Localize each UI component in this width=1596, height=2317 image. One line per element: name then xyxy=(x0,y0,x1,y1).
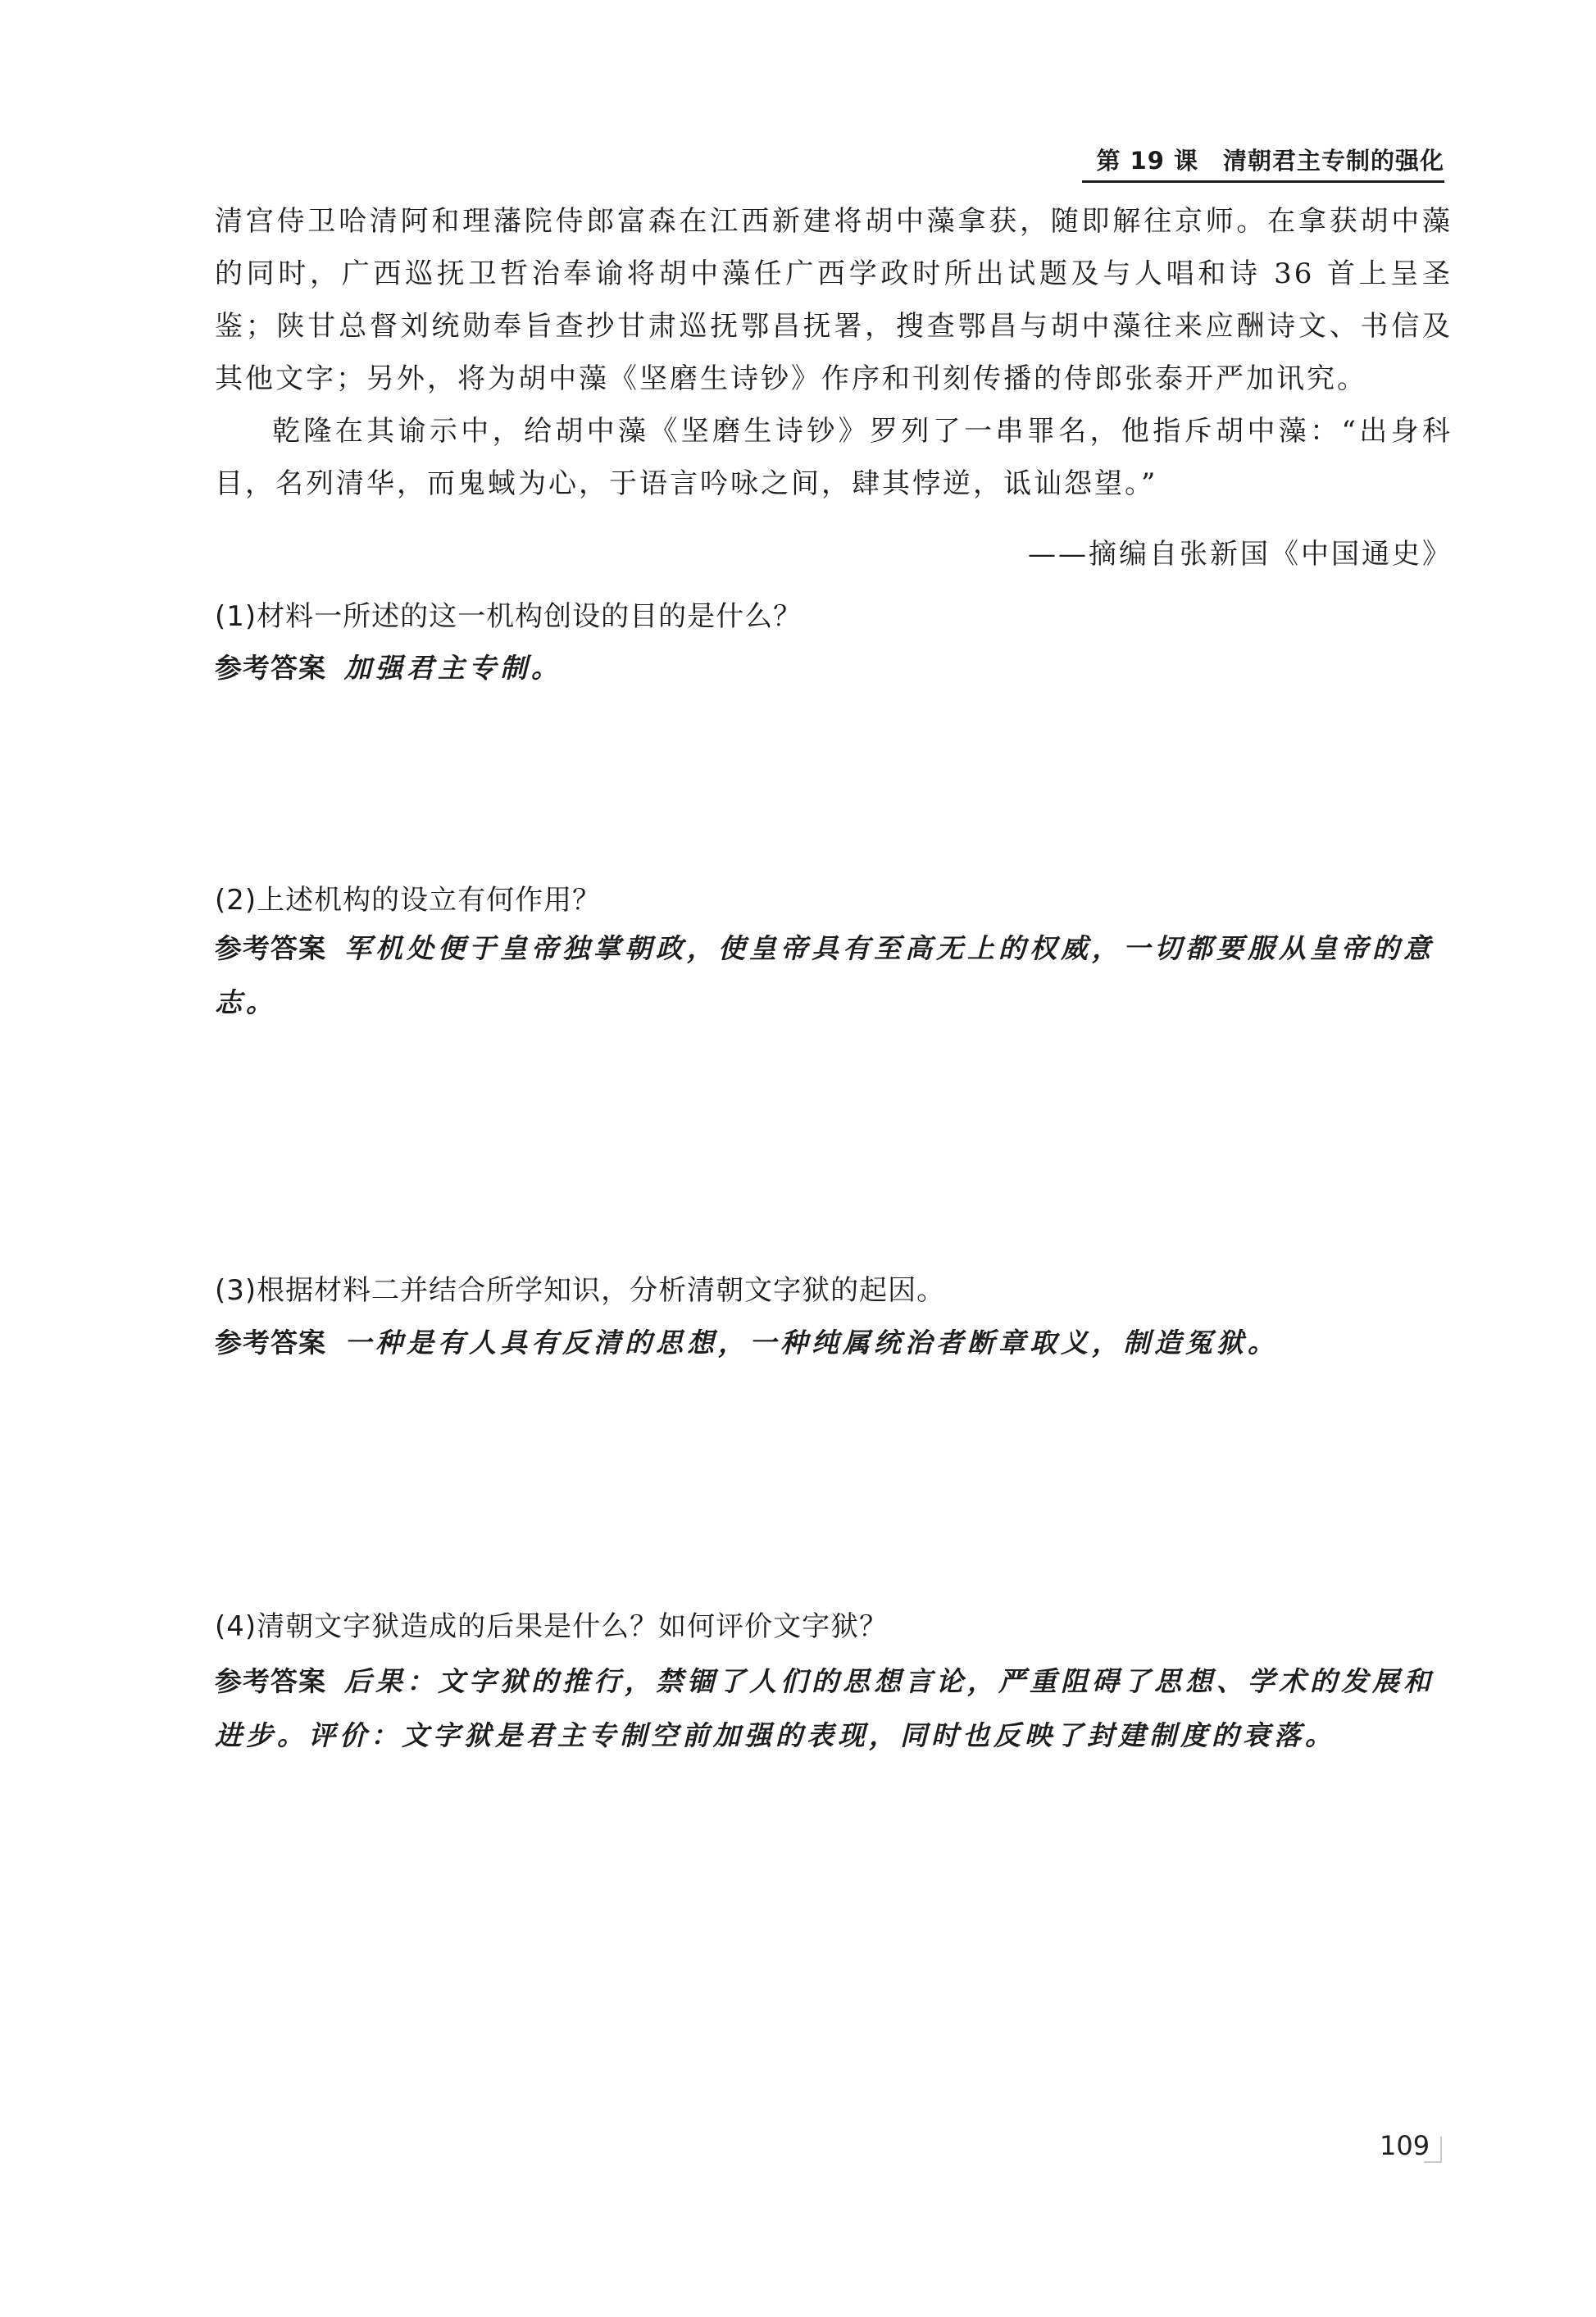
page-number: 109 xyxy=(1380,2130,1430,2161)
question-3: (3)根据材料二并结合所学知识，分析清朝文字狱的起因。 xyxy=(215,1274,946,1307)
answer-text: 军机处便于皇帝独掌朝政，使皇帝具有至高无上的权威，一切都要服从皇帝的意志。 xyxy=(215,932,1435,1018)
passage-paragraph-2: 乾隆在其谕示中，给胡中藻《坚磨生诗钞》罗列了一串罪名，他指斥胡中藻：“出身科目，名列清华，而鬼蜮为心，于语言吟咏之间，肆其悖逆，诋讪怨望。” xyxy=(215,415,1453,500)
answer-label: 参考答案 xyxy=(215,932,326,964)
source-passage xyxy=(215,195,1453,510)
question-4: (4)清朝文字狱造成的后果是什么？如何评价文字狱？ xyxy=(215,1610,889,1643)
answer-text: 加强君主专制。 xyxy=(344,652,562,684)
page-corner-mark xyxy=(1424,2137,1442,2163)
answer-text: 一种是有人具有反清的思想，一种纯属统治者断章取义，制造冤狱。 xyxy=(344,1327,1279,1359)
passage-paragraph-1: 清宫侍卫哈清阿和理藩院侍郎富森在江西新建将胡中藻拿获，随即解往京师。在拿获胡中藻的同时，广西巡抚卫哲治奉谕将胡中藻任广西学政时所出试题及与人唱和诗 36 首上呈圣鉴；陕甘总督刘统勋奉旨查抄甘肃巡抚鄂昌抚署，搜查鄂昌与胡中藻往来应酬诗文、书信及其他文字；另外，将为胡中藻《坚磨生诗钞》作序和刊刻传播的侍郎张泰开严加讯究。 xyxy=(215,205,1453,395)
answer-1 xyxy=(215,641,1453,695)
passage-source: ——摘编自张新国《中国通史》 xyxy=(1028,538,1453,571)
page-header: 第 19 课 清朝君主专制的强化 xyxy=(1082,144,1444,183)
answer-label: 参考答案 xyxy=(215,652,326,684)
answer-text: 后果：文字狱的推行，禁锢了人们的思想言论，严重阻碍了思想、学术的发展和进步。评价：文字狱是君主专制空前加强的表现，同时也反映了封建制度的衰落。 xyxy=(215,1665,1435,1751)
answer-4 xyxy=(215,1655,1453,1763)
question-1: (1)材料一所述的这一机构创设的目的是什么？ xyxy=(215,600,803,633)
answer-label: 参考答案 xyxy=(215,1665,326,1697)
answer-3 xyxy=(215,1316,1453,1370)
question-2: (2)上述机构的设立有何作用？ xyxy=(215,884,602,917)
answer-label: 参考答案 xyxy=(215,1327,326,1359)
answer-2 xyxy=(215,922,1453,1030)
